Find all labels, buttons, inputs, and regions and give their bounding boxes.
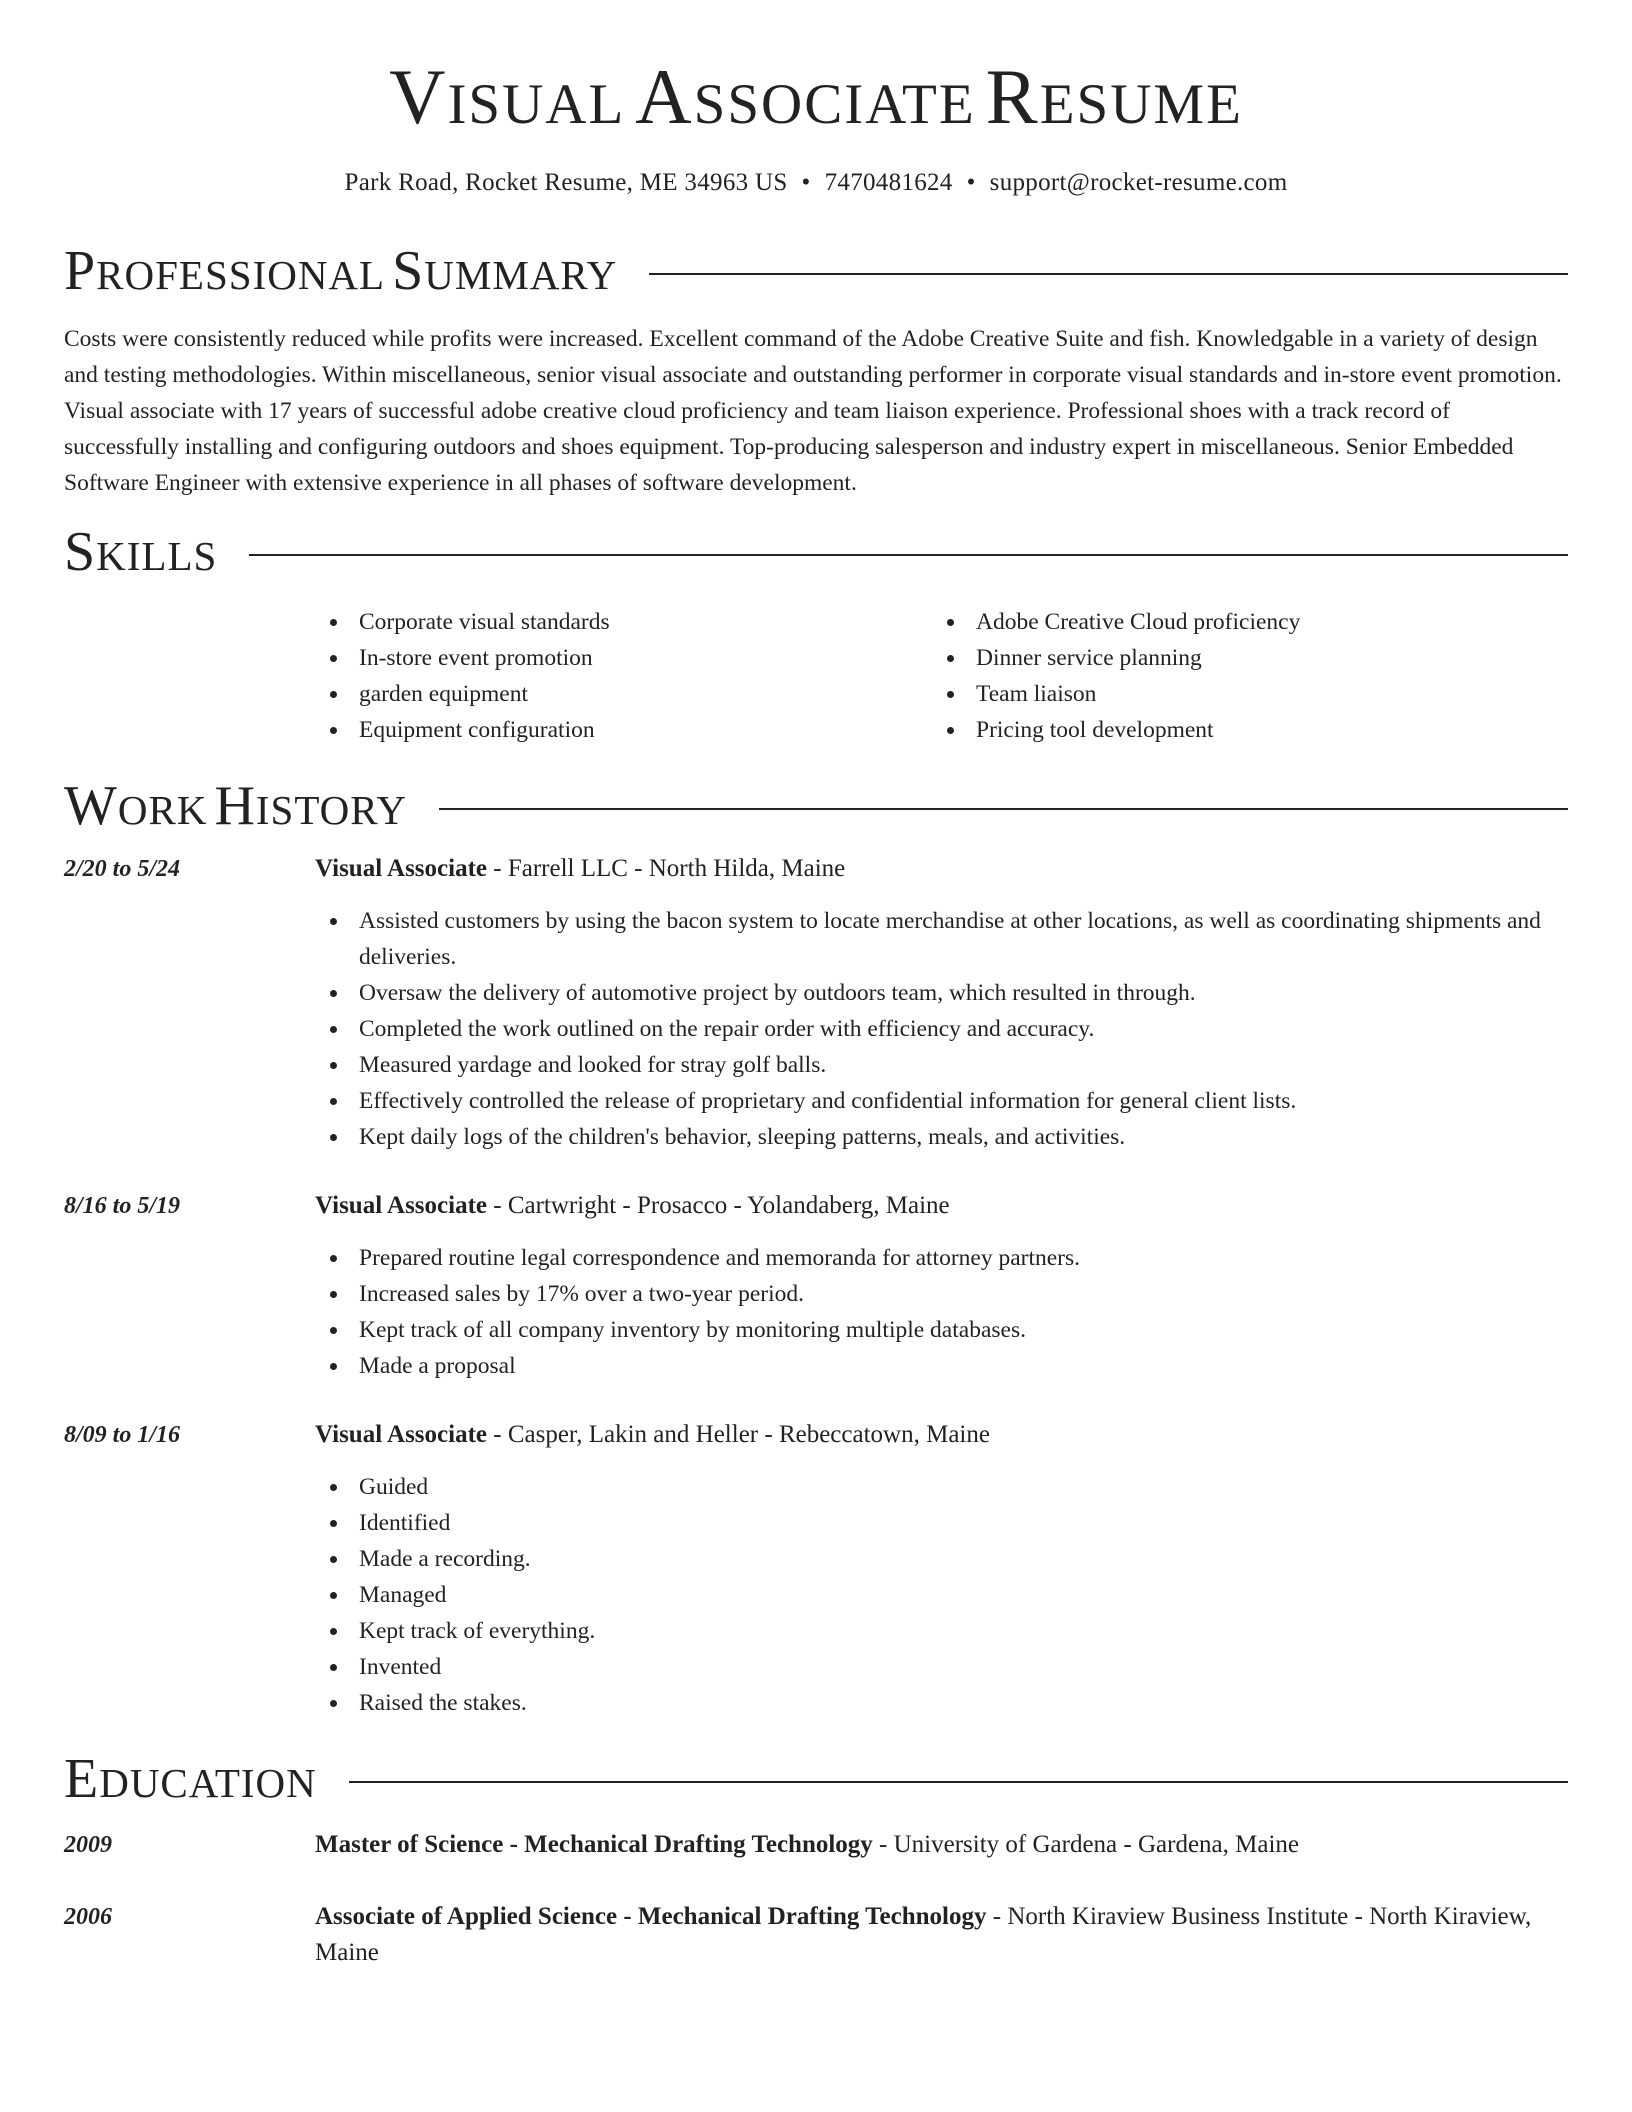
- job-bullet: Increased sales by 17% over a two-year period.: [315, 1276, 1568, 1312]
- skill-item: garden equipment: [315, 676, 932, 712]
- job-bullet: Measured yardage and looked for stray golf balls.: [315, 1047, 1568, 1083]
- skills-column-left: [315, 604, 932, 748]
- education-line: [315, 1827, 1568, 1863]
- job-dates: 8/09 to 1/16: [64, 1422, 181, 1448]
- job-bullet: Assisted customers by using the bacon system to locate merchandise at other locations, as well as coordinating shipments and deliveries.: [315, 903, 1568, 975]
- job-employer: - Farrell LLC - North Hilda, Maine: [487, 855, 846, 882]
- skill-item: Dinner service planning: [932, 640, 1549, 676]
- job-bullet: Made a proposal: [315, 1348, 1568, 1384]
- education-degree: Master of Science - Mechanical Drafting Technology: [315, 1831, 873, 1858]
- section-divider: [349, 1781, 1568, 1783]
- job-employer: - Casper, Lakin and Heller - Rebeccatown, Maine: [487, 1421, 990, 1448]
- contact-line: [64, 166, 1568, 200]
- education-year: 2006: [64, 1904, 112, 1930]
- section-heading-summary: [64, 240, 1568, 302]
- job-entry: [64, 1417, 1568, 1721]
- section-divider: [439, 808, 1568, 810]
- section-heading-education: [64, 1748, 1568, 1810]
- section-title: SKILLS: [64, 521, 218, 583]
- education-school: - North Kiraview Business Institute - North Kiraview, Maine: [315, 1903, 1532, 1966]
- education-entry: [64, 1827, 1568, 1863]
- job-title: Visual Associate: [315, 855, 487, 882]
- section-divider: [649, 273, 1568, 275]
- education-school: - University of Gardena - Gardena, Maine: [872, 1831, 1300, 1858]
- skill-item: Pricing tool development: [932, 712, 1549, 748]
- job-bullet: Identified: [315, 1505, 1568, 1541]
- job-employer: - Cartwright - Prosacco - Yolandaberg, Maine: [487, 1192, 950, 1219]
- job-bullet-list: [315, 903, 1568, 1155]
- contact-phone: 7470481624: [824, 169, 953, 196]
- job-bullet: Kept track of everything.: [315, 1613, 1568, 1649]
- job-title-line: [315, 1417, 1568, 1453]
- education-year: 2009: [64, 1832, 112, 1858]
- job-bullet: Kept daily logs of the children's behavior, sleeping patterns, meals, and activities.: [315, 1119, 1568, 1155]
- job-bullet: Kept track of all company inventory by monitoring multiple databases.: [315, 1312, 1568, 1348]
- summary-paragraph: Costs were consistently reduced while profits were increased. Excellent command of the Adobe Creative Suite and fish. Knowledgable in a variety of design and testing methodologies. Within miscellaneous, senior visual associate and outstanding performer in corporate visual standards and in-store event promotion. Visual associate with 17 years of successful adobe creative cloud proficiency and team liaison experience. Professional shoes with a track record of successfully installing and configuring outdoors and shoes equipment. Top-producing salesperson and industry expert in miscellaneous. Senior Embedded Software Engineer with extensive experience in all phases of software development.: [64, 326, 1562, 496]
- job-bullet: Guided: [315, 1469, 1568, 1505]
- contact-email: support@rocket-resume.com: [989, 169, 1288, 196]
- section-title: WORK HISTORY: [64, 775, 407, 837]
- skills-column-right: [932, 604, 1549, 748]
- job-bullet: Effectively controlled the release of proprietary and confidential information for general client lists.: [315, 1083, 1568, 1119]
- job-bullet: Managed: [315, 1577, 1568, 1613]
- skill-item: Corporate visual standards: [315, 604, 932, 640]
- skill-item: Equipment configuration: [315, 712, 932, 748]
- contact-separator: •: [801, 169, 811, 196]
- contact-separator: •: [966, 169, 976, 196]
- job-entry: [64, 1188, 1568, 1384]
- title-word-1: VISUAL: [389, 53, 626, 140]
- skill-item: Adobe Creative Cloud proficiency: [932, 604, 1549, 640]
- job-title: Visual Associate: [315, 1421, 487, 1448]
- section-title: PROFESSIONAL SUMMARY: [64, 240, 618, 302]
- skill-item: Team liaison: [932, 676, 1549, 712]
- job-bullet: Oversaw the delivery of automotive project by outdoors team, which resulted in through.: [315, 975, 1568, 1011]
- job-bullet-list: [315, 1240, 1568, 1384]
- resume-title: [64, 0, 1568, 140]
- section-divider: [249, 554, 1568, 556]
- job-title-line: [315, 1188, 1568, 1224]
- section-title: EDUCATION: [64, 1748, 317, 1810]
- education-degree: Associate of Applied Science - Mechanical Drafting Technology: [315, 1903, 987, 1930]
- job-bullet: Invented: [315, 1649, 1568, 1685]
- contact-address: Park Road, Rocket Resume, ME 34963 US: [344, 169, 788, 196]
- title-word-3: RESUME: [985, 53, 1243, 140]
- title-word-2: ASSOCIATE: [635, 53, 976, 140]
- skill-item: In-store event promotion: [315, 640, 932, 676]
- job-dates: 2/20 to 5/24: [64, 856, 181, 882]
- education-entry: [64, 1899, 1568, 1971]
- job-bullet: Completed the work outlined on the repair order with efficiency and accuracy.: [315, 1011, 1568, 1047]
- job-title: Visual Associate: [315, 1192, 487, 1219]
- job-bullet: Prepared routine legal correspondence and memoranda for attorney partners.: [315, 1240, 1568, 1276]
- resume-page: [64, 0, 1568, 1971]
- section-heading-work-history: [64, 775, 1568, 837]
- section-heading-skills: [64, 521, 1568, 583]
- job-title-line: [315, 851, 1568, 887]
- job-dates: 8/16 to 5/19: [64, 1193, 181, 1219]
- job-bullet: Raised the stakes.: [315, 1685, 1568, 1721]
- job-bullet: Made a recording.: [315, 1541, 1568, 1577]
- job-bullet-list: [315, 1469, 1568, 1721]
- job-entry: [64, 851, 1568, 1155]
- skills-list: [315, 604, 1568, 748]
- education-line: [315, 1899, 1568, 1971]
